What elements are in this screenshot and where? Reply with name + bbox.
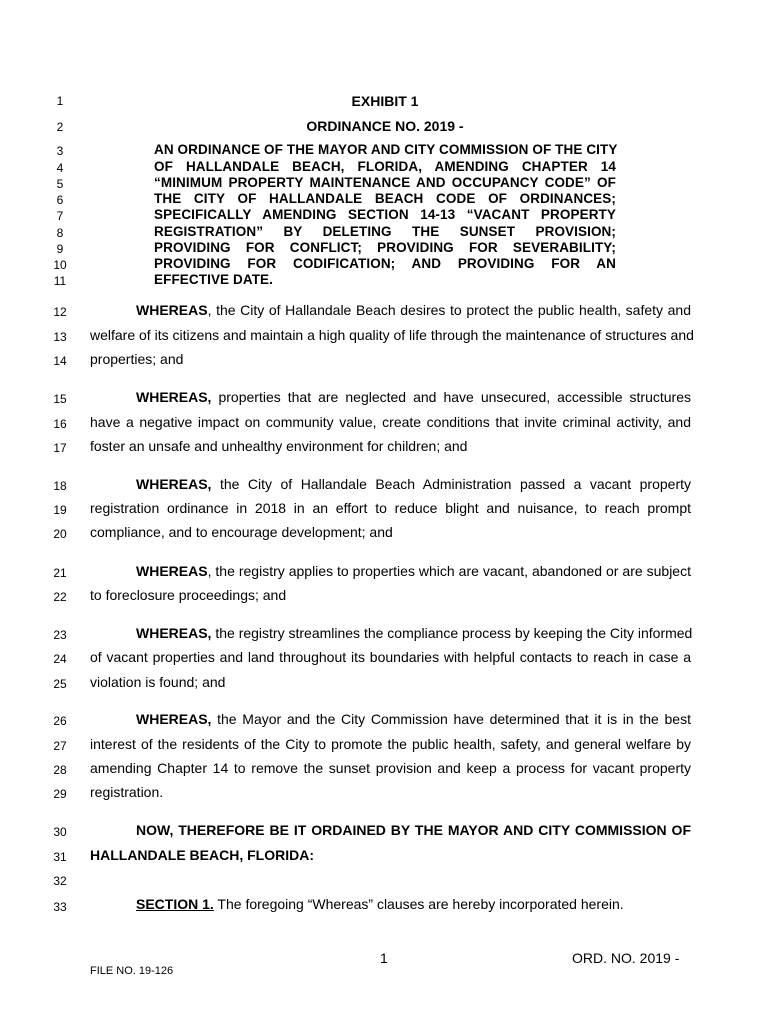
whereas-label: WHEREAS, [136, 476, 212, 492]
paragraph-line: WHEREAS, the registry applies to properties which are vacant, abandoned or are subject [136, 563, 691, 579]
section-1-text: The foregoing “Whereas” clauses are hereby incorporated herein. [213, 896, 624, 912]
paragraph-line: compliance, and to encourage development; and [90, 524, 393, 540]
file-number: FILE NO. 19-126 [90, 965, 174, 977]
paragraph-line: WHEREAS, the City of Hallandale Beach Administration passed a vacant property [136, 476, 691, 492]
line-number: 13 [53, 330, 67, 344]
title-line: PROVIDING FOR CONFLICT; PROVIDING FOR SEVERABILITY; [154, 240, 616, 255]
line-number: 6 [56, 193, 64, 207]
footer-ord-no: ORD. NO. 2019 - [572, 950, 680, 966]
paragraph-line: have a negative impact on community value, create conditions that invite criminal activity, and [90, 414, 691, 430]
line-number: 5 [56, 177, 64, 191]
line-number: 7 [56, 209, 64, 223]
line-number: 20 [53, 527, 67, 541]
title-line: PROVIDING FOR CODIFICATION; AND PROVIDING FOR AN [154, 256, 616, 271]
line-number: 1 [56, 94, 64, 108]
line-number: 32 [53, 874, 67, 888]
line-number: 22 [53, 590, 67, 604]
line-number: 25 [53, 677, 67, 691]
title-line: THE CITY OF HALLANDALE BEACH CODE OF ORDINANCES; [154, 191, 616, 206]
paragraph-line: to foreclosure proceedings; and [90, 587, 287, 603]
line-number: 18 [53, 479, 67, 493]
paragraph-line: WHEREAS, the City of Hallandale Beach desires to protect the public health, safety and [136, 302, 691, 318]
line-number: 31 [53, 850, 67, 864]
line-number: 17 [53, 441, 67, 455]
line-number: 23 [53, 628, 67, 642]
section-1 [136, 896, 624, 912]
paragraph-line: amending Chapter 14 to remove the sunset provision and keep a process for vacant property [90, 760, 691, 776]
line-number: 29 [53, 787, 67, 801]
paragraph-line: WHEREAS, the registry streamlines the compliance process by keeping the City informed [136, 625, 693, 641]
paragraph-line: violation is found; and [90, 674, 226, 690]
paragraph-line: of vacant properties and land throughout its boundaries with helpful contacts to reach in case a [90, 649, 691, 665]
line-number: 4 [56, 161, 64, 175]
line-number: 33 [53, 900, 67, 914]
title-line: OF HALLANDALE BEACH, FLORIDA, AMENDING CHAPTER 14 [154, 159, 616, 174]
whereas-label: WHEREAS, [136, 389, 212, 405]
page-number: 1 [380, 950, 388, 966]
line-number: 11 [53, 274, 67, 288]
line-number: 27 [53, 739, 67, 753]
line-number: 21 [53, 566, 67, 580]
title-line: “MINIMUM PROPERTY MAINTENANCE AND OCCUPANCY CODE” OF [154, 175, 616, 190]
line-number: 28 [53, 763, 67, 777]
line-number: 15 [53, 392, 67, 406]
whereas-label: WHEREAS, [136, 711, 212, 727]
whereas-label: WHEREAS [136, 302, 208, 318]
line-number: 19 [53, 503, 67, 517]
line-number: 9 [56, 242, 64, 256]
line-number: 2 [56, 120, 64, 134]
title-line: AN ORDINANCE OF THE MAYOR AND CITY COMMISSION OF THE CITY [154, 142, 618, 157]
paragraph-line: welfare of its citizens and maintain a high quality of life through the maintenance of structures and [90, 327, 694, 343]
line-number: 26 [53, 714, 67, 728]
line-number: 24 [53, 652, 67, 666]
title-line: REGISTRATION” BY DELETING THE SUNSET PROVISION; [154, 224, 616, 239]
whereas-label: WHEREAS [136, 563, 208, 579]
whereas-label: WHEREAS, [136, 625, 212, 641]
title-line: EFFECTIVE DATE. [154, 272, 274, 287]
paragraph-line: HALLANDALE BEACH, FLORIDA: [90, 847, 314, 863]
paragraph-line: NOW, THEREFORE BE IT ORDAINED BY THE MAYOR AND CITY COMMISSION OF [136, 822, 691, 838]
line-number: 8 [56, 226, 64, 240]
paragraph-line: interest of the residents of the City to promote the public health, safety, and general welfare by [90, 736, 691, 752]
ordinance-number-heading: ORDINANCE NO. 2019 - [306, 118, 464, 134]
line-number: 10 [53, 258, 67, 272]
line-number: 30 [53, 825, 67, 839]
paragraph-line: foster an unsafe and unhealthy environment for children; and [90, 438, 468, 454]
line-number: 16 [53, 417, 67, 431]
title-line: SPECIFICALLY AMENDING SECTION 14-13 “VACANT PROPERTY [154, 207, 616, 222]
section-1-label: SECTION 1. [136, 896, 214, 912]
line-number: 3 [56, 144, 64, 158]
paragraph-line: WHEREAS, properties that are neglected and have unsecured, accessible structures [136, 389, 691, 405]
exhibit-heading: EXHIBIT 1 [351, 93, 419, 109]
line-number: 12 [53, 305, 67, 319]
paragraph-line: properties; and [90, 351, 184, 367]
paragraph-line: registration. [90, 784, 164, 800]
paragraph-line: WHEREAS, the Mayor and the City Commission have determined that it is in the best [136, 711, 691, 727]
paragraph-line: registration ordinance in 2018 in an effort to reduce blight and nuisance, to reach prompt [90, 500, 691, 516]
line-number: 14 [53, 354, 67, 368]
